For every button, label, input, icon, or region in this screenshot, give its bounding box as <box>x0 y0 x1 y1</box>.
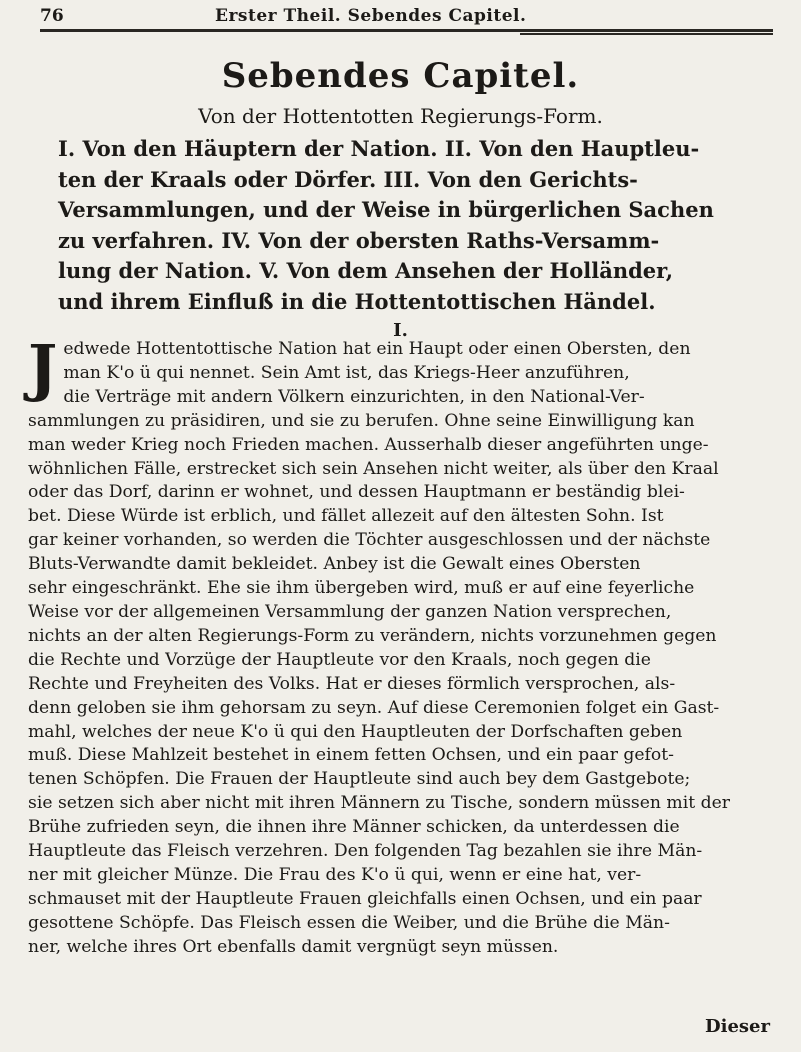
body-line: bet. Diese Würde ist erblich, und fället allezeit auf den ältesten Sohn. Ist <box>28 506 664 527</box>
body-line: Bluts-Verwandte damit bekleidet. Anbey ist die Gewalt eines Obersten <box>28 554 641 575</box>
body-line: ner mit gleicher Münze. Die Frau des K'o ü qui, wenn er eine hat, ver- <box>28 864 642 885</box>
body-line: sehr eingeschränkt. Ehe sie ihm übergeben wird, muß er auf eine feyerliche <box>28 578 695 599</box>
drop-cap: J <box>28 331 58 404</box>
running-head <box>40 6 770 28</box>
body-line: man weder Krieg noch Frieden machen. Ausserhalb dieser angeführten unge- <box>28 434 709 455</box>
summary-line: und ihrem Einfluß in die Hottentottischen Händel. <box>58 288 656 314</box>
summary-line: Versammlungen, und der Weise in bürgerlichen Sachen <box>58 197 714 222</box>
body-line: wöhnlichen Fälle, erstrecket sich sein Ansehen nicht weiter, als über den Kraal <box>28 458 719 479</box>
body-line: die Rechte und Vorzüge der Hauptleute vor den Kraals, noch gegen die <box>28 649 651 670</box>
body-line: man K'o ü qui nennet. Sein Amt ist, das Kriegs-Heer anzuführen, <box>63 362 630 383</box>
running-title: Erster Theil. Sebendes Capitel. <box>215 6 527 26</box>
summary-line: lung der Nation. V. Von dem Ansehen der Holländer, <box>58 258 674 283</box>
body-line: ner, welche ihres Ort ebenfalls damit vergnügt seyn müssen. <box>28 936 559 957</box>
chapter-summary <box>58 134 770 317</box>
body-line: die Verträge mit andern Völkern einzurichten, in den National-Ver- <box>63 386 645 407</box>
body-line: Rechte und Freyheiten des Volks. Hat er dieses förmlich versprochen, als- <box>28 673 676 694</box>
body-line: Hauptleute das Fleisch verzehren. Den folgenden Tag bezahlen sie ihre Män- <box>28 841 703 862</box>
catchword: Dieser <box>705 1016 770 1037</box>
section-number: I. <box>393 320 408 341</box>
body-line: muß. Diese Mahlzeit bestehet in einem fetten Ochsen, und ein paar gefot- <box>28 745 674 766</box>
header-rule-secondary <box>520 33 773 35</box>
body-line: mahl, welches der neue K'o ü qui den Hauptleuten der Dorfschaften geben <box>28 721 683 742</box>
body-line: Brühe zufrieden seyn, die ihnen ihre Männer schicken, da unterdessen die <box>28 817 680 838</box>
page-number: 76 <box>40 6 64 26</box>
header-rule <box>40 29 773 32</box>
body-line: tenen Schöpfen. Die Frauen der Hauptleute sind auch bey dem Gastgebote; <box>28 769 691 790</box>
body-text <box>28 331 780 960</box>
chapter-subtitle: Von der Hottentotten Regierungs-Form. <box>198 104 603 128</box>
chapter-title: Sebendes Capitel. <box>221 56 580 96</box>
body-line: schmauset mit der Hauptleute Frauen gleichfalls einen Ochsen, und ein paar <box>28 888 702 909</box>
body-line: nichts an der alten Regierungs-Form zu verändern, nichts vorzunehmen gegen <box>28 625 717 646</box>
body-line: edwede Hottentottische Nation hat ein Haupt oder einen Obersten, den <box>63 339 691 359</box>
body-line: denn geloben sie ihm gehorsam zu seyn. Auf diese Ceremonien folget ein Gast- <box>28 697 720 718</box>
body-line: oder das Dorf, darinn er wohnet, und dessen Hauptmann er beständig blei- <box>28 482 685 503</box>
summary-line: I. Von den Häuptern der Nation. II. Von den Hauptleu- <box>58 136 700 161</box>
body-line: sie setzen sich aber nicht mit ihren Männern zu Tische, sondern müssen mit der <box>28 793 730 814</box>
body-line: gesottene Schöpfe. Das Fleisch essen die Weiber, und die Brühe die Män- <box>28 912 670 933</box>
body-line: gar keiner vorhanden, so werden die Töchter ausgeschlossen und der nächste <box>28 530 711 551</box>
body-line: Weise vor der allgemeinen Versammlung der ganzen Nation versprechen, <box>28 601 672 622</box>
summary-line: zu verfahren. IV. Von der obersten Raths-Versamm- <box>58 227 660 253</box>
summary-line: ten der Kraals oder Dörfer. III. Von den Gerichts- <box>58 166 638 192</box>
body-line: sammlungen zu präsidiren, und sie zu berufen. Ohne seine Einwilligung kan <box>28 410 695 431</box>
